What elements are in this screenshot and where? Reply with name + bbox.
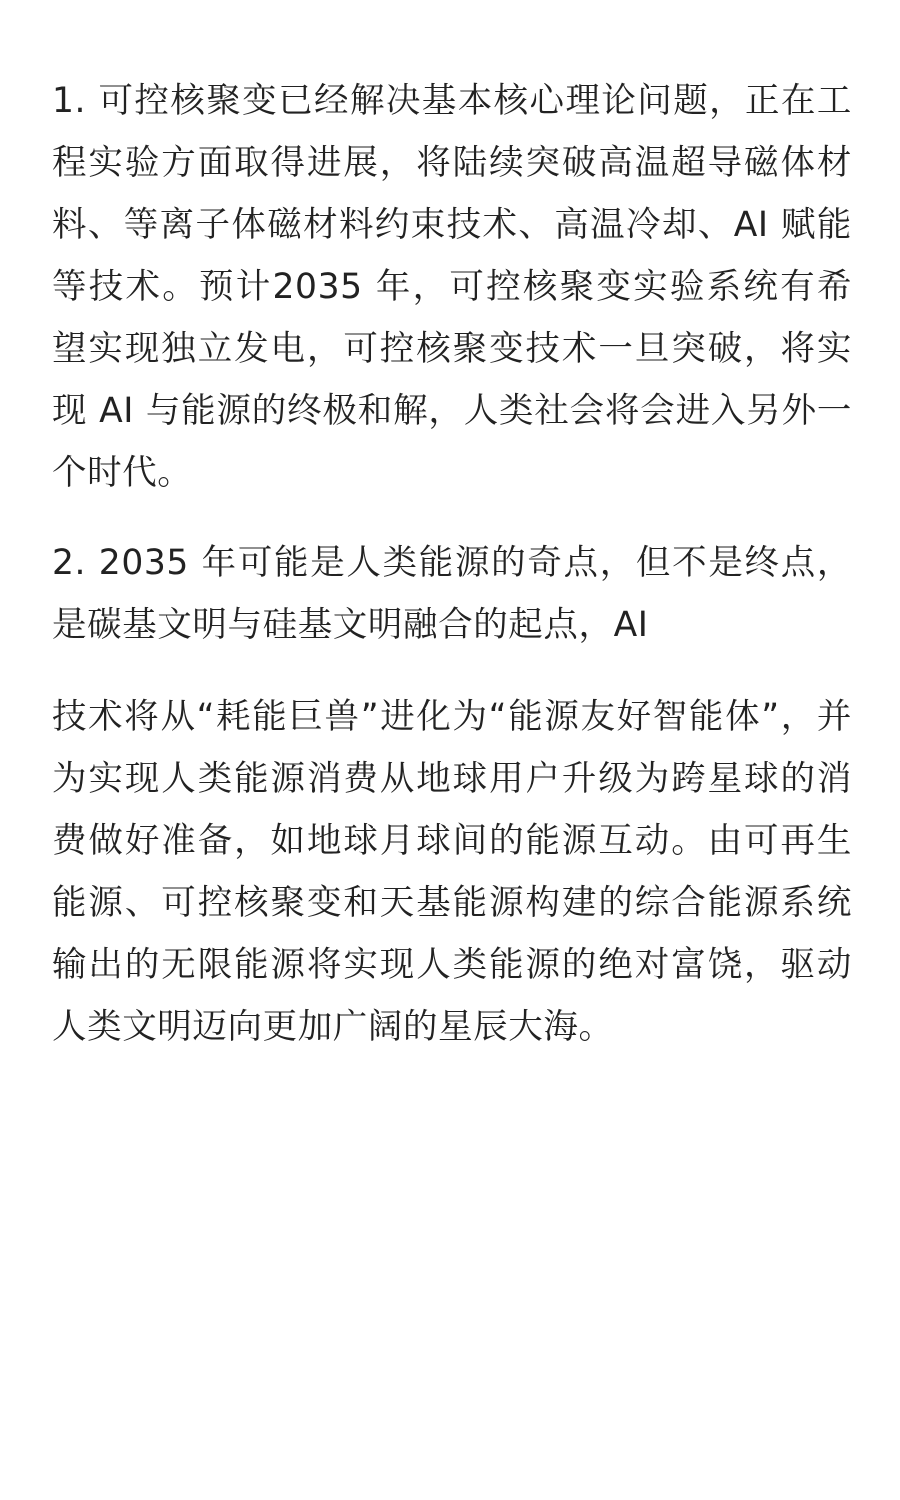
paragraph-ai-energy-future: 技术将从“耗能巨兽”进化为“能源友好智能体”，并为实现人类能源消费从地球用户升级为跨星球的消费做好准备，如地球月球间的能源互动。由可再生能源、可控核聚变和天基能源构建的综合能源系统输出的无限能源将实现人类能源的绝对富饶，驱动人类文明迈向更加广阔的星辰大海。 <box>52 697 852 1047</box>
article-body <box>52 70 852 1058</box>
paragraph-energy-singularity: 2. 2035 年可能是人类能源的奇点，但不是终点，是碳基文明与硅基文明融合的起点，AI <box>52 543 852 645</box>
paragraph-fusion-progress: 1. 可控核聚变已经解决基本核心理论问题，正在工程实验方面取得进展，将陆续突破高温超导磁体材料、等离子体磁材料约束技术、高温冷却、AI 赋能等技术。预计2035 年，可控核聚变实验系统有希望实现独立发电，可控核聚变技术一旦突破，将实现 AI 与能源的终极和解，人类社会将会进入另外一个时代。 <box>52 81 852 493</box>
